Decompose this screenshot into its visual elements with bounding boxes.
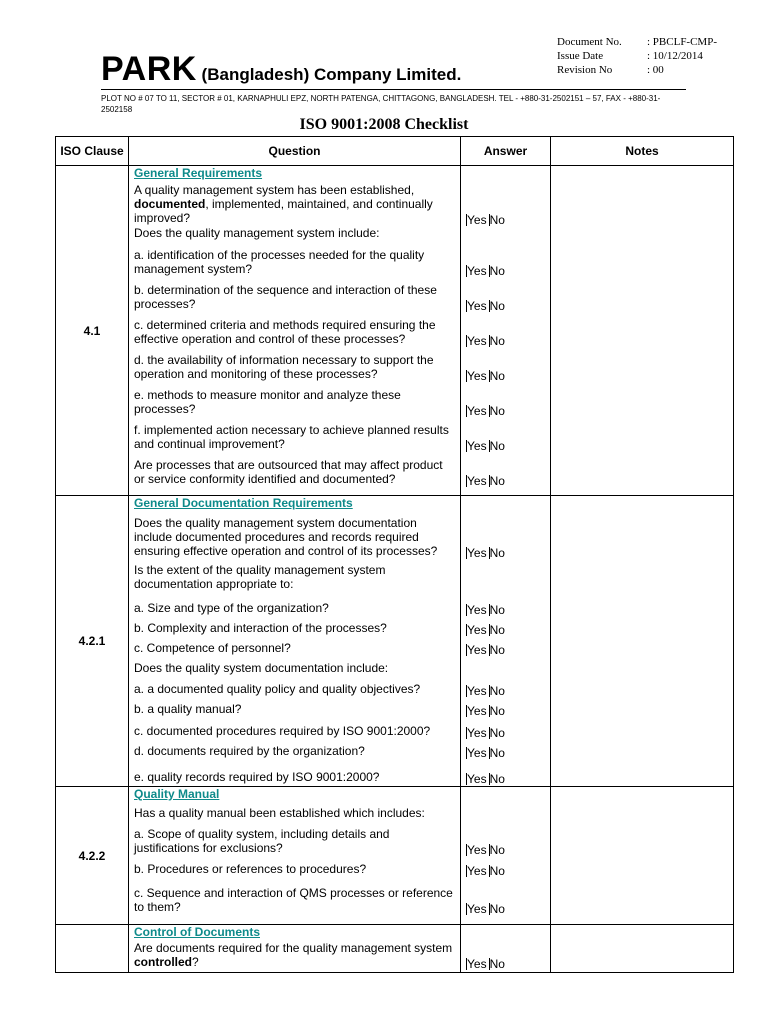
yes-no-choice[interactable] xyxy=(466,746,505,760)
question-cell xyxy=(129,166,461,496)
answer-item xyxy=(461,227,550,242)
section-heading: General Requirements xyxy=(134,166,263,180)
question-item xyxy=(129,348,460,383)
section-heading: Quality Manual xyxy=(134,787,220,801)
no-label: No xyxy=(489,726,505,740)
answer-cell xyxy=(461,787,551,925)
no-label: No xyxy=(489,843,505,857)
yes-label: Yes xyxy=(467,546,487,560)
yes-label: Yes xyxy=(467,474,487,488)
yes-no-choice[interactable] xyxy=(466,957,505,971)
question-text: a. a documented quality policy and quality objectives? xyxy=(134,682,421,696)
yes-no-choice[interactable] xyxy=(466,902,505,916)
yes-no-choice[interactable] xyxy=(466,623,505,637)
answer-item xyxy=(461,593,550,617)
yes-no-choice[interactable] xyxy=(466,369,505,383)
notes-cell[interactable] xyxy=(551,787,734,925)
yes-no-choice[interactable] xyxy=(466,439,505,453)
answer-item xyxy=(461,418,550,453)
yes-label: Yes xyxy=(467,902,487,916)
question-text: e. quality records required by ISO 9001:2000? xyxy=(134,770,380,784)
question-item xyxy=(129,698,460,718)
no-label: No xyxy=(489,213,505,227)
yes-label: Yes xyxy=(467,726,487,740)
question-item xyxy=(129,617,460,637)
question-item xyxy=(129,857,460,878)
answer-cell xyxy=(461,166,551,496)
yes-label: Yes xyxy=(467,704,487,718)
answer-cell xyxy=(461,496,551,787)
question-text: c. documented procedures required by ISO 9001:2000? xyxy=(134,724,431,738)
question-text: d. the availability of information necessary to support the operation and monitoring of these processes? xyxy=(134,353,434,381)
yes-no-choice[interactable] xyxy=(466,404,505,418)
yes-label: Yes xyxy=(467,643,487,657)
question-item xyxy=(129,939,460,971)
section-heading: General Documentation Requirements xyxy=(134,496,353,510)
question-text: b. Procedures or references to procedures? xyxy=(134,862,367,876)
no-label: No xyxy=(489,264,505,278)
question-item xyxy=(129,180,460,227)
yes-label: Yes xyxy=(467,772,487,786)
yes-no-choice[interactable] xyxy=(466,643,505,657)
question-text: d. documents required by the organization? xyxy=(134,744,365,758)
yes-no-choice[interactable] xyxy=(466,684,505,698)
yes-label: Yes xyxy=(467,404,487,418)
revision-label: Revision No xyxy=(557,64,613,76)
question-item xyxy=(129,677,460,698)
no-label: No xyxy=(489,643,505,657)
revision-value: : 00 xyxy=(647,64,664,76)
doc-no-label: Document No. xyxy=(557,36,622,48)
no-label: No xyxy=(489,957,505,971)
header-question: Question xyxy=(129,137,461,166)
yes-no-choice[interactable] xyxy=(466,474,505,488)
question-item xyxy=(129,418,460,453)
question-text: Does the quality system documentation include: xyxy=(134,661,389,675)
yes-no-choice[interactable] xyxy=(466,299,505,313)
iso-clause-cell xyxy=(56,925,129,973)
question-text: Has a quality manual been established which includes: xyxy=(134,806,425,820)
question-text: a. identification of the processes needed for the quality management system? xyxy=(134,248,425,276)
section-row xyxy=(56,787,734,925)
no-label: No xyxy=(489,603,505,617)
yes-no-choice[interactable] xyxy=(466,213,505,227)
yes-label: Yes xyxy=(467,843,487,857)
no-label: No xyxy=(489,746,505,760)
issue-date-label: Issue Date xyxy=(557,50,604,62)
question-cell xyxy=(129,925,461,973)
question-text: f. implemented action necessary to achieve planned results and continual improvement? xyxy=(134,423,449,451)
answer-item xyxy=(461,180,550,227)
no-label: No xyxy=(489,684,505,698)
no-label: No xyxy=(489,369,505,383)
question-text: e. methods to measure monitor and analyze these processes? xyxy=(134,388,401,416)
question-cell xyxy=(129,787,461,925)
company-logo xyxy=(101,50,461,89)
section-row xyxy=(56,496,734,787)
answer-item xyxy=(461,718,550,740)
iso-clause-cell: 4.2.2 xyxy=(56,787,129,925)
answer-item xyxy=(461,617,550,637)
question-item xyxy=(129,560,460,593)
iso-clause-cell: 4.1 xyxy=(56,166,129,496)
no-label: No xyxy=(489,474,505,488)
notes-cell[interactable] xyxy=(551,496,734,787)
section-row xyxy=(56,925,734,973)
yes-no-choice[interactable] xyxy=(466,264,505,278)
header-answer: Answer xyxy=(461,137,551,166)
header-notes: Notes xyxy=(551,137,734,166)
question-text: b. a quality manual? xyxy=(134,702,242,716)
question-item xyxy=(129,453,460,488)
answer-item xyxy=(461,278,550,313)
answer-item xyxy=(461,939,550,971)
question-cell xyxy=(129,496,461,787)
yes-no-choice[interactable] xyxy=(466,603,505,617)
question-text: Is the extent of the quality management system documentation appropriate to: xyxy=(134,563,386,591)
question-item xyxy=(129,637,460,657)
document-info xyxy=(557,35,717,77)
question-text: Are documents required for the quality management system controlled? xyxy=(134,941,453,969)
answer-item xyxy=(461,677,550,698)
yes-label: Yes xyxy=(467,369,487,383)
question-text: b. Complexity and interaction of the processes? xyxy=(134,621,387,635)
answer-item xyxy=(461,740,550,760)
question-text: c. Sequence and interaction of QMS processes or reference to them? xyxy=(134,886,453,914)
no-label: No xyxy=(489,864,505,878)
yes-no-choice[interactable] xyxy=(466,772,505,786)
yes-no-choice[interactable] xyxy=(466,704,505,718)
checklist-table xyxy=(55,136,734,973)
no-label: No xyxy=(489,623,505,637)
question-item xyxy=(129,740,460,760)
notes-cell[interactable] xyxy=(551,166,734,496)
question-item xyxy=(129,822,460,857)
iso-clause-cell: 4.2.1 xyxy=(56,496,129,787)
yes-label: Yes xyxy=(467,684,487,698)
answer-item xyxy=(461,857,550,878)
yes-label: Yes xyxy=(467,299,487,313)
section-row xyxy=(56,166,734,496)
yes-label: Yes xyxy=(467,264,487,278)
question-item xyxy=(129,878,460,916)
answer-item xyxy=(461,453,550,488)
answer-item xyxy=(461,760,550,786)
company-name-park: PARK xyxy=(101,50,197,88)
answer-item xyxy=(461,637,550,657)
answer-item xyxy=(461,242,550,278)
answer-cell xyxy=(461,925,551,973)
no-label: No xyxy=(489,334,505,348)
answer-item xyxy=(461,878,550,916)
section-heading: Control of Documents xyxy=(134,925,260,939)
question-text: a. Size and type of the organization? xyxy=(134,601,329,615)
answer-item xyxy=(461,822,550,857)
page-title: ISO 9001:2008 Checklist xyxy=(299,116,469,133)
question-text: a. Scope of quality system, including details and justifications for exclusions? xyxy=(134,827,390,855)
question-item xyxy=(129,801,460,822)
question-item xyxy=(129,510,460,560)
yes-label: Yes xyxy=(467,864,487,878)
answer-item xyxy=(461,313,550,348)
yes-no-choice[interactable] xyxy=(466,864,505,878)
answer-item xyxy=(461,698,550,718)
notes-cell[interactable] xyxy=(551,925,734,973)
yes-label: Yes xyxy=(467,957,487,971)
yes-no-choice[interactable] xyxy=(466,843,505,857)
yes-label: Yes xyxy=(467,213,487,227)
yes-label: Yes xyxy=(467,603,487,617)
answer-item xyxy=(461,383,550,418)
answer-item xyxy=(461,510,550,560)
question-item xyxy=(129,242,460,278)
question-item xyxy=(129,383,460,418)
question-item xyxy=(129,760,460,786)
no-label: No xyxy=(489,704,505,718)
question-text: c. determined criteria and methods required ensuring the effective operation and control of these processes? xyxy=(134,318,436,346)
answer-item xyxy=(461,801,550,822)
answer-item xyxy=(461,657,550,677)
no-label: No xyxy=(489,546,505,560)
no-label: No xyxy=(489,439,505,453)
question-item xyxy=(129,718,460,740)
yes-label: Yes xyxy=(467,334,487,348)
yes-label: Yes xyxy=(467,623,487,637)
question-item xyxy=(129,593,460,617)
company-address: PLOT NO # 07 TO 11, SECTOR # 01, KARNAPHULI EPZ, NORTH PATENGA, CHITTAGONG, BANGLADESH. TEL - +880-31-2502151 – 57, FAX - +880-31-2502158 xyxy=(101,94,661,114)
question-text: A quality management system has been established, documented, implemented, maintained, and continually improved? xyxy=(134,183,433,225)
answer-item xyxy=(461,560,550,593)
yes-label: Yes xyxy=(467,439,487,453)
answer-item xyxy=(461,348,550,383)
question-item xyxy=(129,313,460,348)
question-item xyxy=(129,657,460,677)
yes-no-choice[interactable] xyxy=(466,726,505,740)
yes-no-choice[interactable] xyxy=(466,334,505,348)
issue-date-value: : 10/12/2014 xyxy=(647,50,703,62)
doc-no-value: : PBCLF-CMP- xyxy=(647,36,717,48)
question-text: b. determination of the sequence and interaction of these processes? xyxy=(134,283,437,311)
question-text: c. Competence of personnel? xyxy=(134,641,291,655)
table-header-row xyxy=(56,137,734,166)
yes-label: Yes xyxy=(467,746,487,760)
no-label: No xyxy=(489,299,505,313)
no-label: No xyxy=(489,404,505,418)
header-iso-clause: ISO Clause xyxy=(56,137,129,166)
company-name-rest: (Bangladesh) Company Limited. xyxy=(196,65,462,84)
header-divider xyxy=(101,89,686,90)
no-label: No xyxy=(489,902,505,916)
question-item xyxy=(129,278,460,313)
question-text: Are processes that are outsourced that may affect product or service conformity identified and documented? xyxy=(134,458,443,486)
no-label: No xyxy=(489,772,505,786)
yes-no-choice[interactable] xyxy=(466,546,505,560)
question-text: Does the quality management system include: xyxy=(134,226,380,240)
question-text: Does the quality management system documentation include documented procedures and records required ensuring effective operation and control of its processes? xyxy=(134,516,438,558)
question-item xyxy=(129,227,460,242)
